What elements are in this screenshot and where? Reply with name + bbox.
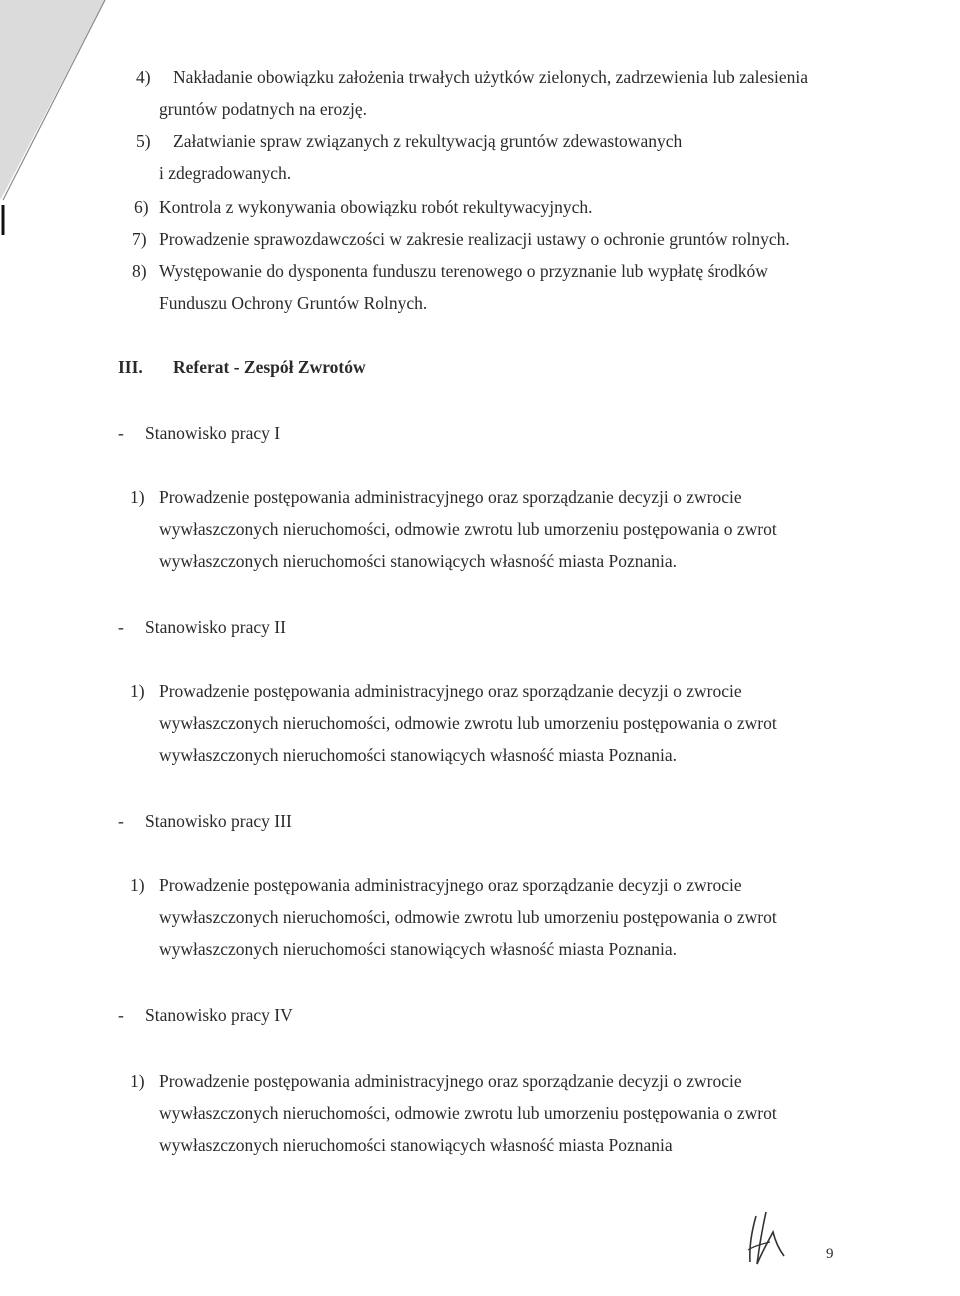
position-2-title: Stanowisko pracy II <box>145 617 286 637</box>
item-8-line-2: Funduszu Ochrony Gruntów Rolnych. <box>159 293 428 313</box>
section-number: III. <box>118 357 143 377</box>
position-2-line-3: wywłaszczonych nieruchomości stanowiących własność miasta Poznania. <box>159 745 678 765</box>
position-4-line-1: Prowadzenie postępowania administracyjnego oraz sporządzanie decyzji o zwrocie <box>159 1071 742 1091</box>
item-8-line-1: Występowanie do dysponenta funduszu terenowego o przyznanie lub wypłatę środków <box>159 261 768 281</box>
item-8-number: 8) <box>132 261 147 281</box>
position-3-line-1: Prowadzenie postępowania administracyjnego oraz sporządzanie decyzji o zwrocie <box>159 875 742 895</box>
position-3-line-3: wywłaszczonych nieruchomości stanowiących własność miasta Poznania. <box>159 939 678 959</box>
section-title: Referat - Zespół Zwrotów <box>173 357 366 377</box>
position-1-title: Stanowisko pracy I <box>145 423 281 443</box>
position-4-line-3: wywłaszczonych nieruchomości stanowiących własność miasta Poznania <box>159 1135 673 1155</box>
position-3-item-number: 1) <box>130 875 145 895</box>
position-4-title: Stanowisko pracy IV <box>145 1005 293 1025</box>
page-number: 9 <box>826 1246 834 1262</box>
item-7-line-1: Prowadzenie sprawozdawczości w zakresie realizacji ustawy o ochronie gruntów rolnych. <box>159 229 790 249</box>
item-4-line-2: gruntów podatnych na erozję. <box>159 99 367 119</box>
scan-corner-shadow <box>0 0 140 260</box>
position-4-item-number: 1) <box>130 1071 145 1091</box>
position-1-dash: - <box>118 423 124 443</box>
position-3-title: Stanowisko pracy III <box>145 811 292 831</box>
position-1-item-number: 1) <box>130 487 145 507</box>
item-5-line-1: Załatwianie spraw związanych z rekultywacją gruntów zdewastowanych <box>173 131 683 151</box>
handwritten-initials-signature <box>740 1208 810 1268</box>
position-2-line-1: Prowadzenie postępowania administracyjnego oraz sporządzanie decyzji o zwrocie <box>159 681 742 701</box>
position-1-line-2: wywłaszczonych nieruchomości, odmowie zwrotu lub umorzeniu postępowania o zwrot <box>159 519 777 539</box>
position-3-line-2: wywłaszczonych nieruchomości, odmowie zwrotu lub umorzeniu postępowania o zwrot <box>159 907 777 927</box>
item-4-number: 4) <box>136 67 151 87</box>
item-5-line-2: i zdegradowanych. <box>159 163 292 183</box>
position-4-line-2: wywłaszczonych nieruchomości, odmowie zwrotu lub umorzeniu postępowania o zwrot <box>159 1103 777 1123</box>
item-7-number: 7) <box>132 229 147 249</box>
item-4-line-1: Nakładanie obowiązku założenia trwałych użytków zielonych, zadrzewienia lub zalesienia <box>173 67 809 87</box>
position-1-line-3: wywłaszczonych nieruchomości stanowiących własność miasta Poznania. <box>159 551 678 571</box>
position-2-dash: - <box>118 617 124 637</box>
position-3-dash: - <box>118 811 124 831</box>
item-6-line-1: Kontrola z wykonywania obowiązku robót rekultywacyjnych. <box>159 197 593 217</box>
item-6-number: 6) <box>134 197 149 217</box>
position-4-dash: - <box>118 1005 124 1025</box>
position-1-line-1: Prowadzenie postępowania administracyjnego oraz sporządzanie decyzji o zwrocie <box>159 487 742 507</box>
item-5-number: 5) <box>136 131 151 151</box>
position-2-item-number: 1) <box>130 681 145 701</box>
position-2-line-2: wywłaszczonych nieruchomości, odmowie zwrotu lub umorzeniu postępowania o zwrot <box>159 713 777 733</box>
